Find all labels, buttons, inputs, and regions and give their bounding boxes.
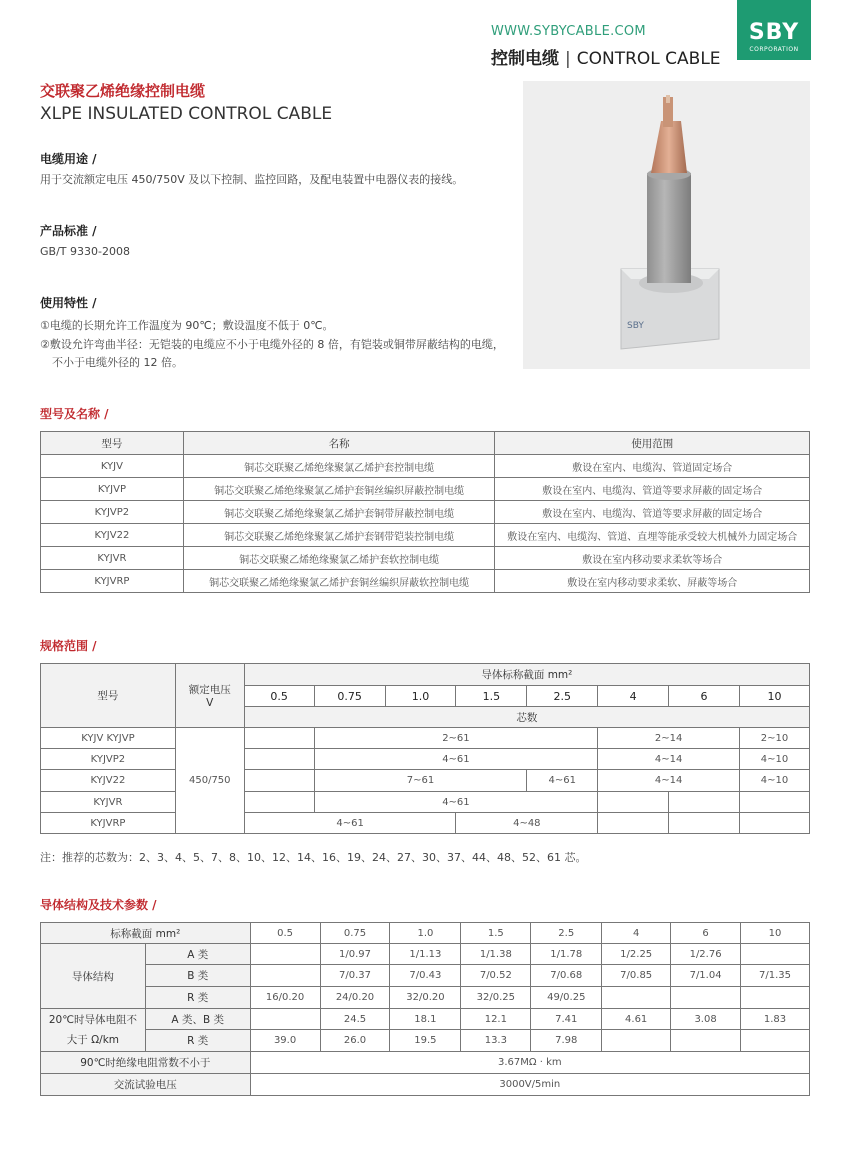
conductor-label: 导体结构 (41, 944, 146, 1009)
value-cell: 24.5 (320, 1009, 390, 1030)
usage-text: 用于交流额定电压 450/750V 及以下控制、监控回路，及配电装置中电器仪表的接线。 (40, 173, 464, 186)
category-en: CONTROL CABLE (576, 49, 721, 69)
insulation-label: 90℃时绝缘电阻常数不小于 (41, 1052, 251, 1074)
model-code: KYJV (41, 455, 184, 478)
value-cell: 1/1.78 (531, 944, 602, 965)
value-cell: 1/2.76 (671, 944, 741, 965)
empty-cell (598, 813, 669, 834)
empty-cell (740, 792, 810, 813)
col-header-usage: 使用范围 (495, 432, 810, 455)
core-range: 4~10 (740, 770, 810, 792)
photo-label: SBY (627, 321, 644, 331)
product-photo (523, 81, 810, 369)
value-cell: 7/0.37 (320, 965, 390, 987)
usage-heading: 电缆用途 / (40, 152, 97, 166)
size-cell: 4 (602, 923, 671, 944)
empty-cell (740, 813, 810, 834)
insulation-value: 3.67MΩ · km (250, 1052, 809, 1074)
size-cell: 2.5 (531, 923, 602, 944)
value-cell (250, 1009, 320, 1030)
spec-header-voltage: 额定电压 V (175, 664, 244, 728)
value-cell: 18.1 (390, 1009, 461, 1030)
model-name: 铜芯交联聚乙烯绝缘聚氯乙烯护套铜丝编织屏蔽软控制电缆 (183, 570, 495, 593)
features-heading: 使用特性 / (40, 296, 97, 310)
table-row (41, 728, 810, 749)
empty-cell (244, 728, 314, 749)
test-voltage-value: 3000V/5min (250, 1074, 809, 1096)
core-range: 4~61 (314, 792, 598, 813)
features-line-2: ②敷设允许弯曲半径：无铠装的电缆应不小于电缆外径的 8 倍，有铠装或铜带屏蔽结构的电缆， (40, 338, 504, 351)
tech-header-section: 标称截面 mm² (41, 923, 251, 944)
spec-model: KYJVR (41, 792, 176, 813)
value-cell: 39.0 (250, 1030, 320, 1052)
logo-subtitle: CORPORATION (749, 46, 799, 53)
core-range: 4~14 (598, 770, 740, 792)
spec-model: KYJVRP (41, 813, 176, 834)
value-cell (741, 987, 810, 1009)
spec-model: KYJV22 (41, 770, 176, 792)
value-cell (602, 1030, 671, 1052)
table-row (41, 792, 810, 813)
col-header-model: 型号 (41, 432, 184, 455)
table-row (41, 1009, 810, 1030)
core-range: 4~61 (244, 813, 456, 834)
size-cell: 6 (669, 686, 740, 707)
voltage-unit: V (206, 697, 214, 709)
product-title-cn: 交联聚乙烯绝缘控制电缆 (40, 82, 206, 100)
value-cell: 7/0.43 (390, 965, 461, 987)
value-cell: 12.1 (461, 1009, 531, 1030)
model-code: KYJVRP (41, 570, 184, 593)
value-cell (671, 987, 741, 1009)
table-row (41, 501, 810, 524)
core-range: 2~61 (314, 728, 598, 749)
table-row (41, 965, 810, 987)
model-code: KYJVR (41, 547, 184, 570)
tech-section-heading: 导体结构及技术参数 / (40, 898, 157, 912)
spec-voltage: 450/750 (175, 728, 244, 834)
model-usage: 敷设在室内、电缆沟、管道固定场合 (495, 455, 810, 478)
class-r2-label: R 类 (145, 1030, 250, 1052)
spec-header-section: 导体标称截面 mm² (244, 664, 809, 686)
recommended-cores-note: 注：推荐的芯数为：2、3、4、5、7、8、10、12、14、16、19、24、27、30、37、44、48、52、61 芯。 (40, 851, 587, 864)
value-cell (250, 944, 320, 965)
value-cell (741, 1030, 810, 1052)
standard-heading: 产品标准 / (40, 224, 97, 238)
model-name: 铜芯交联聚乙烯绝缘聚氯乙烯护套控制电缆 (183, 455, 495, 478)
test-voltage-label: 交流试验电压 (41, 1074, 251, 1096)
model-usage: 敷设在室内、电缆沟、管道等要求屏蔽的固定场合 (495, 501, 810, 524)
category-cn: 控制电缆 (491, 49, 559, 69)
col-header-name: 名称 (183, 432, 495, 455)
value-cell (250, 965, 320, 987)
table-row (41, 1052, 810, 1074)
models-table (40, 431, 810, 593)
spec-header-cores: 芯数 (244, 707, 809, 728)
value-cell: 26.0 (320, 1030, 390, 1052)
features-line-1: ①电缆的长期允许工作温度为 90℃；敷设温度不低于 0℃。 (40, 319, 334, 332)
table-row (41, 547, 810, 570)
value-cell: 1/0.97 (320, 944, 390, 965)
value-cell: 7/0.52 (461, 965, 531, 987)
core-range: 4~61 (527, 770, 598, 792)
class-a-label: A 类 (145, 944, 250, 965)
logo-mark: SBY (748, 20, 800, 45)
size-cell: 10 (741, 923, 810, 944)
value-cell: 13.3 (461, 1030, 531, 1052)
core-range: 4~14 (598, 749, 740, 770)
model-name: 铜芯交联聚乙烯绝缘聚氯乙烯护套铜丝编织屏蔽控制电缆 (183, 478, 495, 501)
value-cell: 1/1.38 (461, 944, 531, 965)
value-cell (602, 987, 671, 1009)
spec-section-heading: 规格范围 / (40, 639, 97, 653)
value-cell: 7/1.04 (671, 965, 741, 987)
table-row (41, 524, 810, 547)
empty-cell (244, 770, 314, 792)
size-cell: 1.5 (461, 923, 531, 944)
table-row (41, 944, 810, 965)
model-usage: 敷设在室内移动要求柔软、屏蔽等场合 (495, 570, 810, 593)
value-cell (671, 1030, 741, 1052)
core-range: 4~61 (314, 749, 598, 770)
value-cell: 7.41 (531, 1009, 602, 1030)
company-logo (737, 0, 811, 60)
value-cell: 32/0.20 (390, 987, 461, 1009)
core-range: 4~48 (456, 813, 598, 834)
empty-cell (598, 792, 669, 813)
empty-cell (669, 792, 740, 813)
value-cell: 7/1.35 (741, 965, 810, 987)
category-heading (491, 44, 721, 69)
size-cell: 0.5 (244, 686, 314, 707)
spec-model: KYJV KYJVP (41, 728, 176, 749)
value-cell: 7/0.85 (602, 965, 671, 987)
model-usage: 敷设在室内移动要求柔软等场合 (495, 547, 810, 570)
category-divider: | (565, 49, 571, 69)
table-row (41, 570, 810, 593)
empty-cell (244, 792, 314, 813)
value-cell: 1.83 (741, 1009, 810, 1030)
tech-table (40, 922, 810, 1096)
table-row (41, 813, 810, 834)
value-cell: 4.61 (602, 1009, 671, 1030)
size-cell: 0.5 (250, 923, 320, 944)
value-cell: 49/0.25 (531, 987, 602, 1009)
models-section-heading: 型号及名称 / (40, 407, 109, 421)
size-cell: 1.0 (385, 686, 456, 707)
size-cell: 0.75 (314, 686, 385, 707)
table-row (41, 1030, 810, 1052)
model-name: 铜芯交联聚乙烯绝缘聚氯乙烯护套铜带屏蔽控制电缆 (183, 501, 495, 524)
empty-cell (669, 813, 740, 834)
value-cell (741, 944, 810, 965)
spec-table (40, 663, 810, 834)
table-row (41, 770, 810, 792)
class-b-label: B 类 (145, 965, 250, 987)
empty-cell (244, 749, 314, 770)
class-ab-label: A 类、B 类 (145, 1009, 250, 1030)
value-cell: 1/1.13 (390, 944, 461, 965)
table-row (41, 1074, 810, 1096)
class-r-label: R 类 (145, 987, 250, 1009)
features-line-3: 不小于电缆外径的 12 倍。 (52, 356, 183, 369)
core-range: 7~61 (314, 770, 527, 792)
model-code: KYJV22 (41, 524, 184, 547)
value-cell: 3.08 (671, 1009, 741, 1030)
size-cell: 0.75 (320, 923, 390, 944)
table-row (41, 478, 810, 501)
model-code: KYJVP2 (41, 501, 184, 524)
model-usage: 敷设在室内、电缆沟、管道、直埋等能承受较大机械外力固定场合 (495, 524, 810, 547)
product-title-en: XLPE INSULATED CONTROL CABLE (40, 104, 333, 124)
spec-model: KYJVP2 (41, 749, 176, 770)
spec-header-model: 型号 (41, 664, 176, 728)
size-cell: 4 (598, 686, 669, 707)
value-cell: 1/2.25 (602, 944, 671, 965)
standard-text: GB/T 9330-2008 (40, 245, 130, 258)
cable-illustration (523, 81, 810, 369)
size-cell: 6 (671, 923, 741, 944)
value-cell: 19.5 (390, 1030, 461, 1052)
size-cell: 10 (740, 686, 810, 707)
core-range: 2~10 (740, 728, 810, 749)
model-code: KYJVP (41, 478, 184, 501)
value-cell: 7/0.68 (531, 965, 602, 987)
size-cell: 1.5 (456, 686, 527, 707)
table-row (41, 455, 810, 478)
core-range: 4~10 (740, 749, 810, 770)
website-url[interactable]: WWW.SYBYCABLE.COM (491, 24, 646, 39)
value-cell: 24/0.20 (320, 987, 390, 1009)
value-cell: 7.98 (531, 1030, 602, 1052)
size-cell: 2.5 (527, 686, 598, 707)
model-name: 铜芯交联聚乙烯绝缘聚氯乙烯护套钢带铠装控制电缆 (183, 524, 495, 547)
value-cell: 32/0.25 (461, 987, 531, 1009)
model-usage: 敷设在室内、电缆沟、管道等要求屏蔽的固定场合 (495, 478, 810, 501)
table-row (41, 987, 810, 1009)
table-row (41, 749, 810, 770)
resistance-label: 20℃时导体电阻不 大于 Ω/km (41, 1009, 146, 1052)
model-name: 铜芯交联聚乙烯绝缘聚氯乙烯护套软控制电缆 (183, 547, 495, 570)
size-cell: 1.0 (390, 923, 461, 944)
value-cell: 16/0.20 (250, 987, 320, 1009)
core-range: 2~14 (598, 728, 740, 749)
